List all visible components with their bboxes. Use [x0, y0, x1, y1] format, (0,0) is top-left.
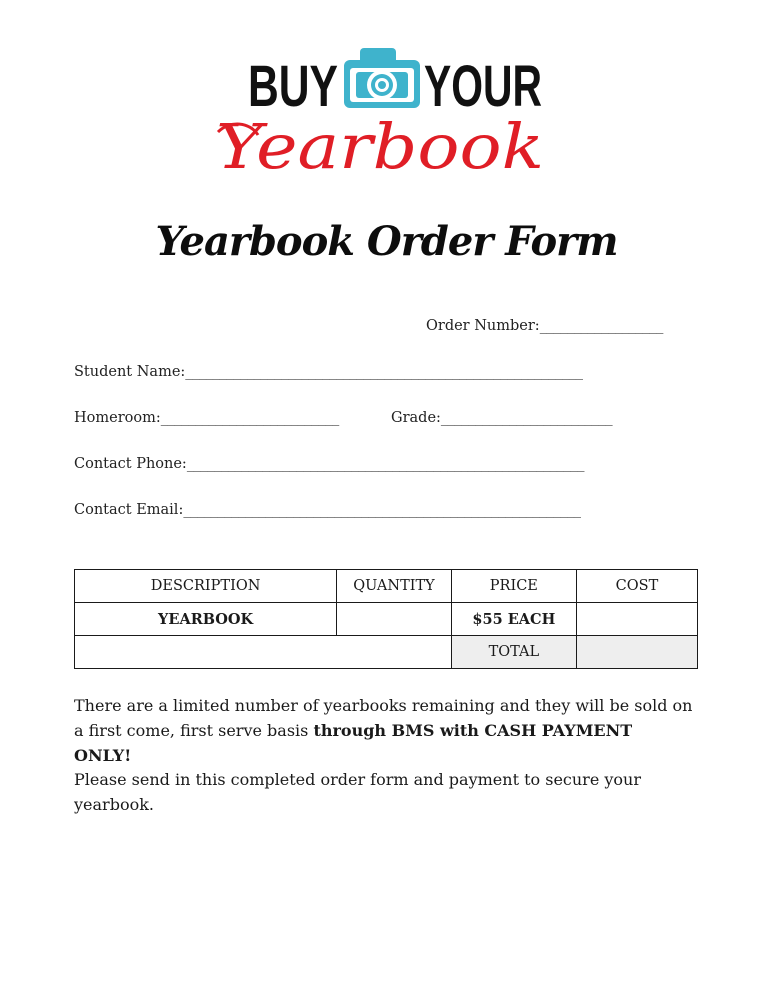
- cell-total-spacer: [75, 636, 452, 669]
- buy-your-yearbook-logo: [210, 40, 555, 190]
- camera-icon: [344, 48, 420, 108]
- grade-field[interactable]: [391, 410, 612, 426]
- cell-description: YEARBOOK: [75, 603, 337, 636]
- contact-phone-label: Contact Phone:: [74, 456, 187, 472]
- student-name-blank[interactable]: __________________________________________________________: [185, 364, 583, 380]
- cell-quantity[interactable]: [337, 603, 452, 636]
- contact-email-field[interactable]: [74, 502, 581, 518]
- student-name-label: Student Name:: [74, 364, 186, 380]
- logo-yearbook-script: Yearbook: [216, 110, 544, 183]
- table-header-row: [75, 570, 698, 603]
- instruction-paragraph: Please send in this completed order form and payment to secure your yearbook.: [74, 770, 642, 814]
- homeroom-label: Homeroom:: [74, 410, 161, 426]
- homeroom-blank[interactable]: __________________________: [160, 410, 339, 426]
- table-total-row: [75, 636, 698, 669]
- contact-email-label: Contact Email:: [74, 502, 184, 518]
- contact-phone-blank[interactable]: __________________________________________________________: [186, 456, 585, 472]
- logo-buy-text: BUY: [248, 54, 338, 119]
- contact-email-blank[interactable]: __________________________________________________________: [183, 502, 581, 518]
- header-cost: COST: [576, 570, 697, 603]
- logo-your-text: YOUR: [424, 54, 542, 119]
- grade-label: Grade:: [391, 410, 441, 426]
- notice-paragraph: [74, 693, 694, 768]
- order-table: [74, 569, 698, 669]
- order-number-field[interactable]: [426, 318, 663, 334]
- notice-text: There are a limited number of yearbooks remaining and they will be sold on a first come, first serve basis: [74, 696, 693, 740]
- student-name-field[interactable]: [74, 364, 583, 380]
- cell-total-value[interactable]: [576, 636, 697, 669]
- order-number-blank[interactable]: __________________: [539, 318, 663, 334]
- cell-total-label: TOTAL: [451, 636, 576, 669]
- contact-phone-field[interactable]: [74, 456, 584, 472]
- grade-blank[interactable]: _________________________: [440, 410, 613, 426]
- cell-cost[interactable]: [576, 603, 697, 636]
- table-row: [75, 603, 698, 636]
- order-number-label: Order Number:: [426, 318, 540, 334]
- header-quantity: QUANTITY: [337, 570, 452, 603]
- page-title: Yearbook Order Form: [155, 218, 618, 265]
- header-price: PRICE: [451, 570, 576, 603]
- notice-bold-text: through BMS with CASH PAYMENT ONLY!: [74, 721, 633, 765]
- cell-price: $55 EACH: [451, 603, 576, 636]
- header-description: DESCRIPTION: [75, 570, 337, 603]
- homeroom-field[interactable]: [74, 410, 339, 426]
